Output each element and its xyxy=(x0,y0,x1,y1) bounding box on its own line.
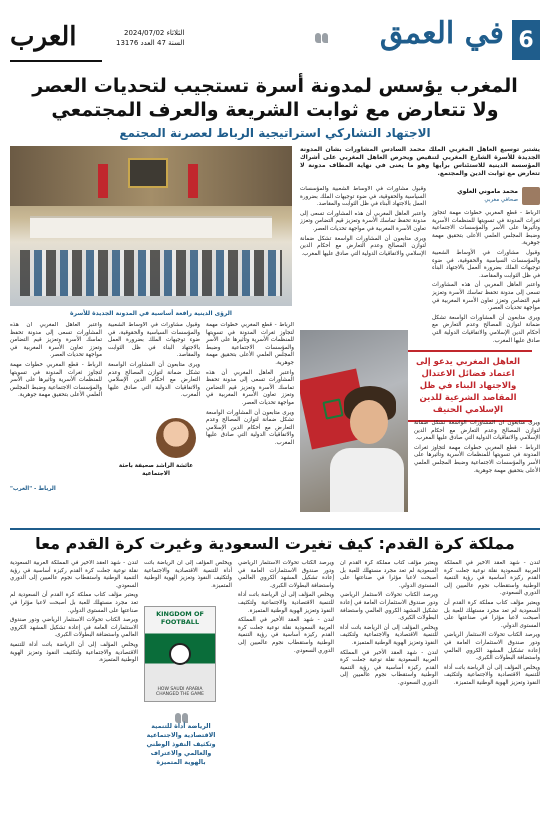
story2-column-5 xyxy=(10,560,138,816)
paragraph: لندن - شهد العقد الأخير في المملكة العربية السعودية نقلة نوعية جعلت كرة القدم ركيزة أساسية في رؤية التنمية الوطنية واستقطاب نجوم عالميين إلى الدوري السعودي. xyxy=(238,617,334,654)
section-divider xyxy=(10,528,540,530)
book-subtitle: HOW SAUDI ARABIA CHANGED THE GAME xyxy=(156,687,204,697)
columnist-avatar xyxy=(156,418,196,458)
story-signature: الرباط - "العرب" xyxy=(10,486,56,492)
paragraph: ويرصد الكتاب تحولات الاستثمار الرياضي ودور صندوق الاستثمارات العامة في إعادة تشكيل المشهد الكروي العالمي واستضافة البطولات الكبرى. xyxy=(238,560,334,589)
paragraph: ويعتبر مؤلف كتاب مملكة كرة القدم أن السعودية لم تعد مجرد مستهلك للعبة بل أصبحت لاعبا مؤثرا في صناعتها على المستوى الدولي. xyxy=(10,592,138,614)
paragraph: ويرصد الكتاب تحولات الاستثمار الرياضي ودور صندوق الاستثمارات العامة في إعادة تشكيل المشهد الكروي العالمي واستضافة البطولات الكبرى. xyxy=(444,632,540,662)
paragraph: وقبول مشاورات في الأوساط الشعبية والمؤسسات السياسية والحقوقية، في ضوء توجيهات الملك بضرورة العمل بالاجتهاد البناء في ظل الثوابت والمقاصد. xyxy=(108,322,200,359)
logo-underline xyxy=(10,60,102,62)
paragraph: واعتبر العاهل المغربي أن هذه المشاورات تسعى إلى مدونة تحفظ تماسك الأسرة وتعزيز قيم التضامن وتعزز تعاون الأسرة المغربية في مواجهة تحديات العصر. xyxy=(10,322,102,359)
paragraph: وقبول مشاورات في الأوساط الشعبية والمؤسسات السياسية والحقوقية، في ضوء توجيهات الملك بضرورة العمل بالاجتهاد البناء في ظل الثوابت والمقاصد. xyxy=(300,186,426,208)
paragraph: ويخلص المؤلف إلى أن الرياضة باتت أداة للتنمية الاقتصادية والاجتماعية ولتكثيف النفوذ وتعزيز الهوية الوطنية المتميزة. xyxy=(238,592,334,614)
football-icon xyxy=(169,643,191,665)
paragraph: ويخلص المؤلف إلى أن الرياضة باتت أداة للتنمية الاقتصادية والاجتماعية ولتكثيف النفوذ وتعزيز الهوية الوطنية المتميزة. xyxy=(340,624,438,646)
book-title: KINGDOM OF FOOTBALL xyxy=(156,610,204,626)
byline xyxy=(432,186,540,206)
columnist-box xyxy=(116,418,196,488)
girl-with-flag-photo xyxy=(300,330,408,512)
story-column-5 xyxy=(10,322,102,482)
second-headline: مملكة كرة القدم: كيف تغيرت السعودية وغيرت كرة القدم معا xyxy=(35,534,515,553)
paragraph: لندن - شهد العقد الأخير في المملكة العربية السعودية نقلة نوعية جعلت كرة القدم ركيزة أساسية في رؤية التنمية الوطنية واستقطاب نجوم عالميين إلى الدوري السعودي. xyxy=(340,649,438,686)
masthead xyxy=(10,14,540,60)
paragraph: ويرى متابعون أن المشاورات الواسعة تشكل ضمانة لتوازن المصالح وعدم التعارض مع أحكام الدين الإسلامي والاتفاقيات الدولية التي صادق عليها المغرب. xyxy=(414,420,540,442)
paragraph: ويعتبر مؤلف كتاب مملكة كرة القدم أن السعودية لم تعد مجرد مستهلك للعبة بل أصبحت لاعبا مؤثرا في صناعتها على المستوى الدولي. xyxy=(444,599,540,629)
pull-quote: العاهل المغربي يدعو إلى اعتماد فضائل الاعتدال والاجتهاد البناء في ظل المقاصد الشرعية للدين الإسلامي الحنيف xyxy=(404,350,532,422)
paragraph: الرباط - قطع المغربي خطوات مهمة لتجاوز ثغرات المدونة في تسويتها للمنظمات الأسرية وتأثيرها على الأسر والمؤسسات الاجتماعية وضبط المجلس العلمي الأعلى بتحقيق مهمة جوهرية. xyxy=(10,361,102,399)
newspaper-logo[interactable]: العرب xyxy=(10,22,77,52)
columnist-name: عائشة الراشد صحيفة باحثة الاجتماعية xyxy=(118,463,194,477)
story2-column-1 xyxy=(444,560,540,816)
story-column-3 xyxy=(206,322,294,522)
paragraph: لندن - شهد العقد الأخير في المملكة العربية السعودية نقلة نوعية جعلت كرة القدم ركيزة أساسية في رؤية التنمية الوطنية واستقطاب نجوم عالميين إلى الدوري السعودي. xyxy=(10,560,138,589)
story2-column-2 xyxy=(340,560,438,816)
sub-headline: الاجتهاد التشاركي استراتيجية الرباط لعصرنة المجتمع xyxy=(119,126,431,140)
paragraph: ويخلص المؤلف إلى أن الرياضة باتت أداة للتنمية الاقتصادية والاجتماعية ولتكثيف النفوذ وتعزيز الهوية الوطنية المتميزة. xyxy=(10,641,138,664)
paragraph: ويرى متابعون أن المشاورات الواسعة تشكل ضمانة لتوازن المصالح وعدم التعارض مع أحكام الدين الإسلامي والاتفاقيات الدولية التي صادق عليها المغرب. xyxy=(108,361,200,399)
paragraph: ويرى متابعون أن المشاورات الواسعة تشكل ضمانة لتوازن المصالح وعدم التعارض مع أحكام الدين الإسلامي والاتفاقيات الدولية التي صادق عليها المغرب. xyxy=(206,409,294,446)
paragraph: ويرصد الكتاب تحولات الاستثمار الرياضي ودور صندوق الاستثمارات العامة في إعادة تشكيل المشهد الكروي العالمي واستضافة البطولات الكبرى. xyxy=(10,617,138,639)
author-avatar xyxy=(522,187,540,205)
paragraph: لندن - شهد العقد الأخير في المملكة العربية السعودية نقلة نوعية جعلت كرة القدم ركيزة أساسية في رؤية التنمية الوطنية واستقطاب نجوم عالميين إلى الدوري السعودي. xyxy=(444,560,540,597)
quote-icon xyxy=(174,708,188,720)
author-name: محمد ماموني العلوي xyxy=(457,188,518,195)
book-cover-image xyxy=(144,606,216,702)
conference-hall-photo xyxy=(10,146,292,306)
paragraph: ويخلص المؤلف إلى أن الرياضة باتت أداة للتنمية الاقتصادية والاجتماعية ولتكثيف النفوذ وتعزيز الهوية الوطنية المتميزة. xyxy=(444,664,540,686)
author-role: صحافي مغربي xyxy=(484,197,518,203)
paragraph: وقبول مشاورات في الأوساط الشعبية والمؤسسات السياسية والحقوقية، في ضوء توجيهات الملك بضرورة العمل بالاجتهاد البناء في ظل الثوابت والمقاصد. xyxy=(432,249,540,279)
paragraph: ويخلص المؤلف إلى أن الرياضة باتت أداة للتنمية الاقتصادية والاجتماعية ولتكثيف النفوذ وتعزيز الهوية الوطنية المتميزة. xyxy=(144,560,232,589)
paragraph: ويرى متابعون أن المشاورات الواسعة تشكل ضمانة لتوازن المصالح وعدم التعارض مع أحكام الدين الإسلامي والاتفاقيات الدولية التي صادق عليها المغرب. xyxy=(432,314,540,344)
story-column-4 xyxy=(108,322,200,414)
paragraph: واعتبر العاهل المغربي أن هذه المشاورات تسعى إلى مدونة تحفظ تماسك الأسرة وتعزيز قيم التضامن وتعزز تعاون الأسرة المغربية في مواجهة تحديات العصر. xyxy=(300,210,426,232)
pull-quote-2: الرياضة أداة للتنمية الاقتصادية والاجتماعية وتكثيف النفوذ الوطني والعالمي والاعتراف بالهوية المتميزة xyxy=(146,723,216,766)
photo-caption: الرؤى الدينية رافعة أساسية في المدونة الجديدة للأسرة xyxy=(70,310,232,317)
issue-line: السنة 47 العدد 13176 xyxy=(116,39,185,47)
story-column-2 xyxy=(300,186,426,326)
quote-icon xyxy=(314,28,328,40)
paragraph: الرباط - قطع المغربي خطوات مهمة لتجاوز ثغرات المدونة في تسويتها للمنظمات الأسرية وتأثيرها على الأسر والمؤسسات الاجتماعية وضبط المجلس العلمي الأعلى بتحقيق مهمة جوهرية. xyxy=(414,444,540,474)
paragraph: الرباط - قطع المغربي خطوات مهمة لتجاوز ثغرات المدونة في تسويتها للمنظمات الأسرية وتأثيرها على الأسر والمؤسسات الاجتماعية وضبط المجلس العلمي الأعلى بتحقيق مهمة جوهرية. xyxy=(206,322,294,366)
paragraph: ويعتبر مؤلف كتاب مملكة كرة القدم أن السعودية لم تعد مجرد مستهلك للعبة بل أصبحت لاعبا مؤثرا في صناعتها على المستوى الدولي. xyxy=(340,560,438,589)
paragraph: ويرى متابعون أن المشاورات الواسعة تشكل ضمانة لتوازن المصالح وعدم التعارض مع أحكام الدين الإسلامي والاتفاقيات الدولية التي صادق عليها المغرب. xyxy=(300,235,426,257)
story-column-6 xyxy=(414,420,540,524)
paragraph: الرباط - قطع المغربي خطوات مهمة لتجاوز ثغرات المدونة في تسويتها للمنظمات الأسرية وتأثيرها على الأسر والمؤسسات الاجتماعية وضبط المجلس العلمي الأعلى بتحقيق مهمة جوهرية. xyxy=(432,210,540,247)
paragraph: ويرصد الكتاب تحولات الاستثمار الرياضي ودور صندوق الاستثمارات العامة في إعادة تشكيل المشهد الكروي العالمي واستضافة البطولات الكبرى. xyxy=(340,592,438,622)
story2-column-3 xyxy=(238,560,334,816)
paragraph: واعتبر العاهل المغربي أن هذه المشاورات تسعى إلى مدونة تحفظ تماسك الأسرة وتعزيز قيم التضامن وتعزز تعاون الأسرة المغربية في مواجهة تحديات العصر. xyxy=(432,282,540,312)
section-title: في العمق xyxy=(379,16,504,51)
story-intro: يشتبر توسيع العاهل المغربي الملك محمد السادس المشاورات بشأن المدونة الجديدة للأسرة الشارع المغربي لتنقيص ويحرص العاهل المغربي على أشراك المؤسسة الدينية للاستئناس برأيها وهو ما يعنى في نهاية المطاف مدونة لا تتعارض مع ثوابت الدين والمجتمع. xyxy=(300,146,540,177)
page-number: 6 xyxy=(512,20,540,60)
date-block xyxy=(116,28,184,48)
date-line: الثلاثاء 2024/07/02 xyxy=(124,29,185,37)
paragraph: واعتبر العاهل المغربي أن هذه المشاورات تسعى إلى مدونة تحفظ تماسك الأسرة وتعزيز قيم التضامن وتعزز تعاون الأسرة المغربية في مواجهة تحديات العصر. xyxy=(206,369,294,406)
main-headline: المغرب يؤسس لمدونة أسرة تستجيب لتحديات العصر ولا تتعارض مع ثوابت الشريعة والعرف المجتمعي xyxy=(32,75,518,121)
story2-column-4 xyxy=(144,560,232,602)
